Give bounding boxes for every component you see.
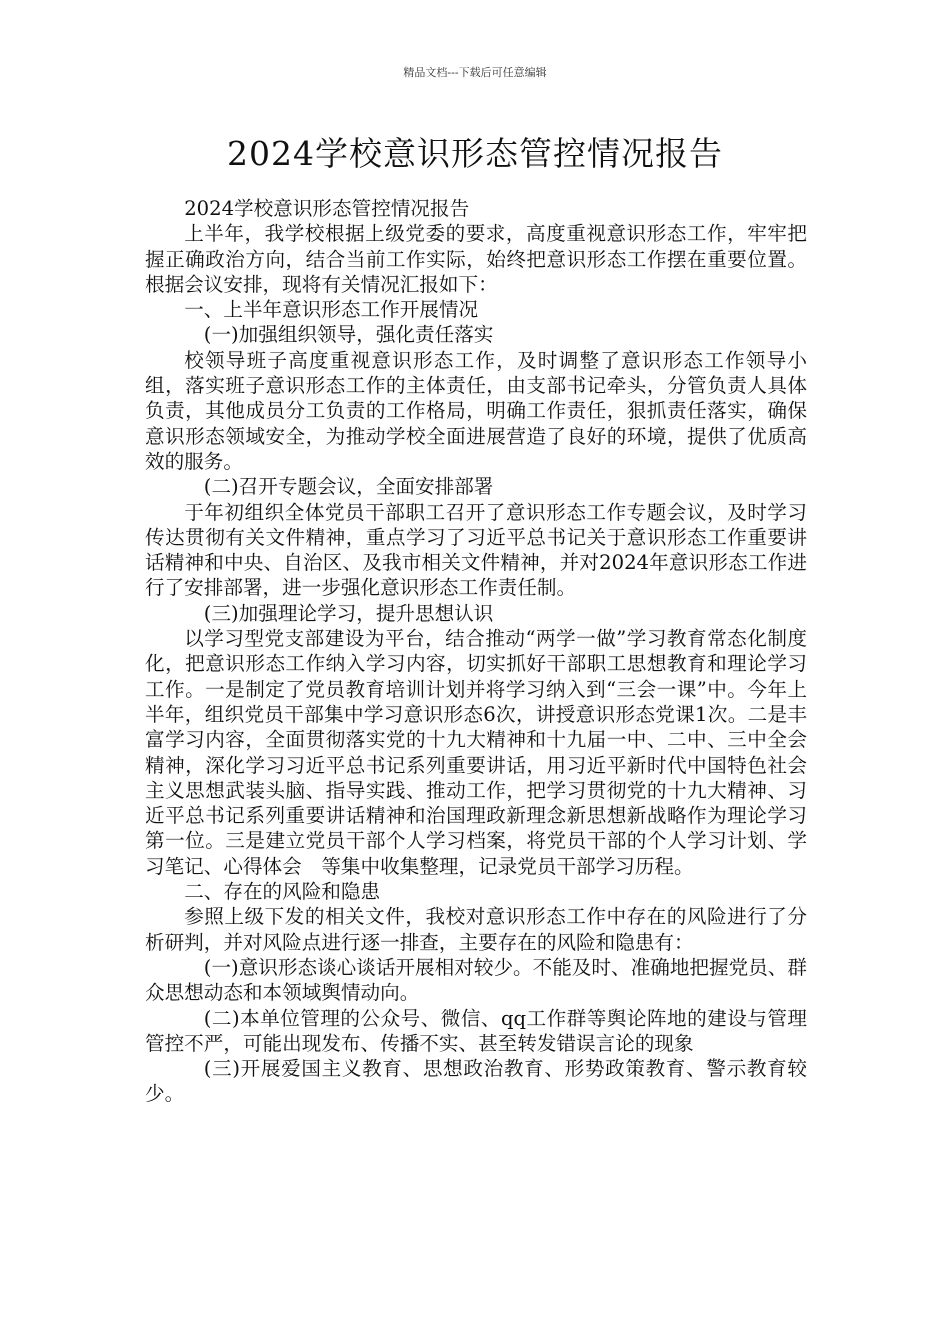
page-header: 精品文档---下载后可任意编辑 <box>403 66 547 79</box>
section-heading-1: 一、上半年意识形态工作开展情况 <box>184 298 479 322</box>
subsection-heading-1-2: (二)召开专题会议，全面安排部署 <box>203 475 494 499</box>
paragraph-2-1: (一)意识形态谈心谈话开展相对较少。不能及时、准确地把握党员、群众思想动态和本领域舆情动向。 <box>145 955 807 1005</box>
paragraph-1-2: 于年初组织全体党员干部职工召开了意识形态工作专题会议，及时学习传达贯彻有关文件精神，重点学习了习近平总书记关于意识形态工作重要讲话精神和中央、自治区、及我市相关文件精神，并对2024年意识形态工作进行了安排部署，进一步强化意识形态工作责任制。 <box>145 500 807 600</box>
section-heading-2: 二、存在的风险和隐患 <box>184 880 381 904</box>
subsection-heading-1-1: (一)加强组织领导，强化责任落实 <box>203 323 494 347</box>
document-title: 2024学校意识形态管控情况报告 <box>227 134 723 173</box>
paragraph-2: 参照上级下发的相关文件，我校对意识形态工作中存在的风险进行了分析研判，并对风险点进行逐一排查，主要存在的风险和隐患有： <box>145 905 807 954</box>
paragraph-2-3: (三)开展爱国主义教育、思想政治教育、形势政策教育、警示教育较少。 <box>145 1057 807 1106</box>
paragraph-1-1: 校领导班子高度重视意识形态工作，及时调整了意识形态工作领导小组，落实班子意识形态工作的主体责任，由支部书记牵头，分管负责人具体负责，其他成员分工负责的工作格局，明确工作责任，狠抓责任落实，确保意识形态领域安全，为推动学校全面进展营造了良好的环境，提供了优质高效的服务。 <box>145 348 807 473</box>
paragraph-2-2: (二)本单位管理的公众号、微信、qq工作群等舆论阵地的建设与管理管控不严，可能出现发布、传播不实、甚至转发错误言论的现象 <box>145 1006 807 1055</box>
paragraph-1-3: 以学习型党支部建设为平台，结合推动“两学一做”学习教育常态化制度化，把意识形态工作纳入学习内容，切实抓好干部职工思想教育和理论学习工作。一是制定了党员教育培训计划并将学习纳入到“三会一课”中。今年上半年，组织党员干部集中学习意识形态6次，讲授意识形态党课1次。二是丰富学习内容，全面贯彻落实党的十九大精神和十九届一中、二中、三中全会精神，深化学习习近平总书记系列重要讲话，用习近平新时代中国特色社会主义思想武装头脑、指导实践、推动工作，把学习贯彻党的十九大精神、习近平总书记系列重要讲话精神和治国理政新理念新思想新战略作为理论学习第一位。三是建立党员干部个人学习档案，将党员干部的个人学习计划、学习笔记、心得体会 等集中收集整理，记录党员干部学习历程。 <box>145 627 807 878</box>
paragraph-subtitle: 2024学校意识形态管控情况报告 <box>184 197 470 220</box>
paragraph-intro: 上半年，我学校根据上级党委的要求，高度重视意识形态工作，牢牢把握正确政治方向，结合当前工作实际，始终把意识形态工作摆在重要位置。根据会议安排，现将有关情况汇报如下： <box>145 222 807 296</box>
document-body <box>145 196 807 1107</box>
subsection-heading-1-3: (三)加强理论学习，提升思想认识 <box>203 601 494 625</box>
